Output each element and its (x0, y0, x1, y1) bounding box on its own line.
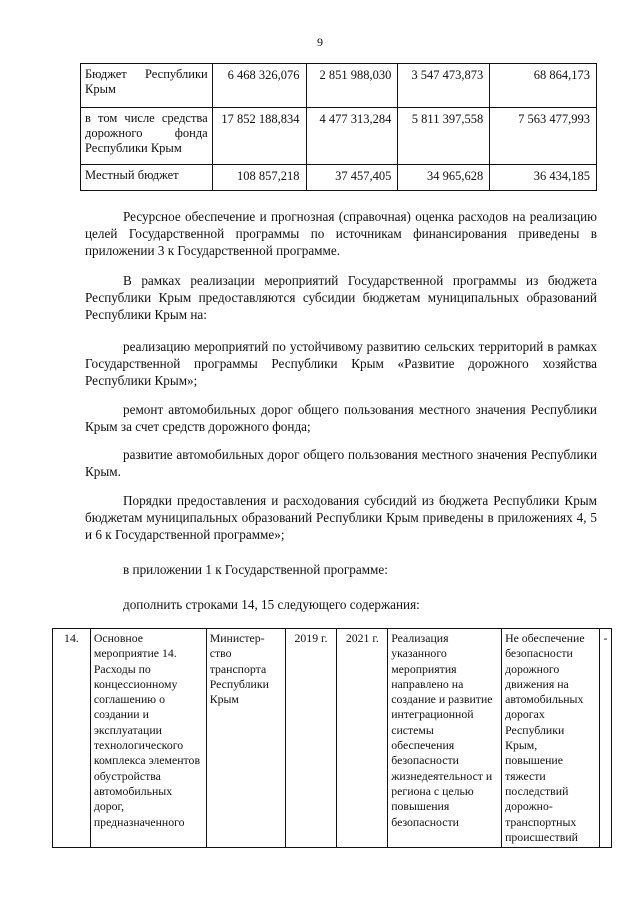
budget-table (80, 63, 597, 191)
paragraph-appendix: в приложении 1 к Государственной программе: (123, 562, 388, 577)
paragraph-add-rows: дополнить строками 14, 15 следующего содержания: (123, 597, 420, 612)
row-number: 14. (53, 629, 91, 848)
expected-result: Реализация указанного мероприятия направлено на создание и развитие интеграционной системы обеспечения безопасности жизнедеятельност и региона с целью повышения безопасности (388, 629, 502, 848)
last-column: - (599, 629, 611, 848)
measure-name: Основное мероприятие 14. Расходы по концессионному соглашению о создании и эксплуатации технологического комплекса элементов обустройства автомобильных дорог, предназначенного (90, 629, 206, 848)
table-row (81, 64, 597, 108)
measures-table (52, 628, 612, 848)
consequences: Не обеспечение безопасности дорожного движения на автомобильных дорогах Республики Крым, повышение тяжести последствий дорожно-транспортных происшествий (502, 629, 600, 848)
end-year: 2021 г. (337, 629, 388, 848)
cell-value: 68 864,173 (490, 64, 597, 108)
page-number: 9 (317, 35, 323, 49)
paragraph-rural-development: реализацию мероприятий по устойчивому развитию сельских территорий в рамках Государственной программы Республики Крым «Развитие дорожного хозяйства Республики Крым»; (85, 339, 597, 388)
paragraph-subsidies: В рамках реализации мероприятий Государственной программы из бюджета Республики Крым предоставляются субсидии бюджетам муниципальных образований Республики Крым на: (85, 273, 597, 322)
paragraph-road-development: развитие автомобильных дорог общего пользования местного значения Республики Крым. (85, 447, 597, 479)
table-row (81, 165, 597, 191)
cell-value: 6 468 326,076 (212, 64, 306, 108)
table-row (81, 108, 597, 165)
cell-value: 5 811 397,558 (398, 108, 490, 165)
paragraph-road-repair: ремонт автомобильных дорог общего пользования местного значения Республики Крым за счет средств дорожного фонда; (85, 402, 597, 434)
start-year: 2019 г. (285, 629, 337, 848)
cell-value: 17 852 188,834 (212, 108, 306, 165)
paragraph-resources: Ресурсное обеспечение и прогнозная (справочная) оценка расходов на реализацию целей Государственной программы по источникам финансирования приведены в приложении 3 к Государственной программе. (85, 209, 597, 258)
table-row (53, 629, 612, 848)
cell-value: 2 851 988,030 (306, 64, 398, 108)
row-label: Местный бюджет (81, 165, 213, 191)
row-label: Бюджет Республики Крым (81, 64, 213, 108)
cell-value: 4 477 313,284 (306, 108, 398, 165)
cell-value: 34 965,628 (398, 165, 490, 191)
cell-value: 36 434,185 (490, 165, 597, 191)
cell-value: 108 857,218 (212, 165, 306, 191)
cell-value: 37 457,405 (306, 165, 398, 191)
cell-value: 3 547 473,873 (398, 64, 490, 108)
paragraph-procedures: Порядки предоставления и расходования субсидий из бюджета Республики Крым бюджетам муниципальных образований Республики Крым приведены в приложениях 4, 5 и 6 к Государственной программе»; (85, 493, 597, 542)
executor: Министер-ство транспорта Республики Крым (206, 629, 285, 848)
cell-value: 7 563 477,993 (490, 108, 597, 165)
row-label: в том числе средства дорожного фонда Республики Крым (81, 108, 213, 165)
